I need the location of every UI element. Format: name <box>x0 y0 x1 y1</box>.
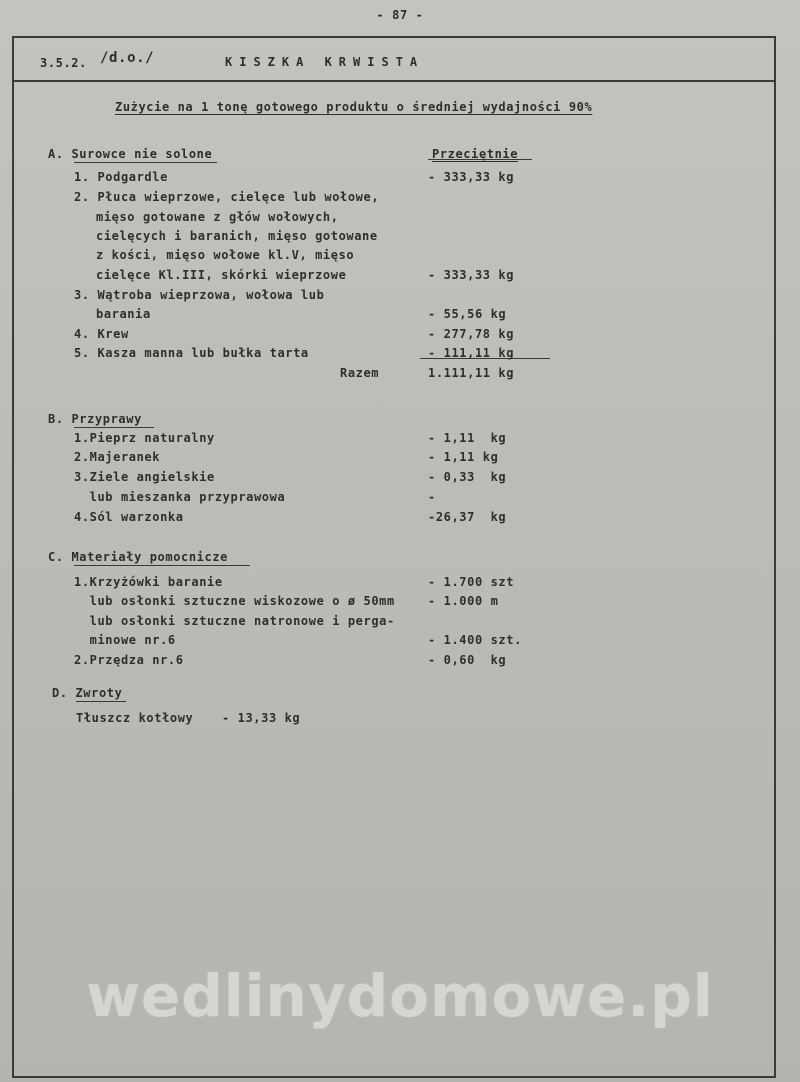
subtitle: Zużycie na 1 tonę gotowego produktu o średniej wydajności 90% <box>115 100 593 114</box>
total-label: Razem <box>340 366 380 380</box>
item-a2-line1: 2. Płuca wieprzowe, cielęce lub wołowe, <box>74 190 380 204</box>
item-b1: 1.Pieprz naturalny <box>74 431 215 445</box>
section-a-underline <box>74 162 217 163</box>
item-c1-alt1-amount: - 1.000 m <box>428 594 499 608</box>
item-a1: 1. Podgardle <box>74 170 168 184</box>
item-c1: 1.Krzyżówki baranie <box>74 575 223 589</box>
item-c1-alt1: lub osłonki sztuczne wiskozowe o ø 50mm <box>74 594 395 608</box>
item-b4: 4.Sól warzonka <box>74 510 184 524</box>
item-d1-amount: - 13,33 kg <box>222 711 301 725</box>
item-b3-alt: lub mieszanka przyprawowa <box>74 490 286 504</box>
section-c-underline <box>74 565 250 566</box>
item-c1-amount: - 1.700 szt <box>428 575 515 589</box>
item-b3: 3.Ziele angielskie <box>74 470 215 484</box>
item-a2-amount: - 333,33 kg <box>428 268 515 282</box>
section-b-underline <box>74 427 154 428</box>
section-d-underline <box>76 701 126 702</box>
column-heading: Przeciętnie <box>432 147 519 161</box>
document-title: KISZKA KRWISTA <box>225 55 425 69</box>
header-rule <box>12 80 776 82</box>
section-code: 3.5.2. <box>40 56 87 70</box>
item-a2-line4: z kości, mięso wołowe kl.V, mięso <box>96 248 355 262</box>
sum-rule <box>420 358 550 359</box>
item-b3-alt-amount: - <box>428 490 436 504</box>
group-code: /d.o./ <box>100 50 155 66</box>
item-a2-line3: cielęcych i baranich, mięso gotowane <box>96 229 378 243</box>
item-a3-line2: barania <box>96 307 151 321</box>
section-c-heading: C. Materiały pomocnicze <box>48 550 228 564</box>
item-c1-alt2-line1: lub osłonki sztuczne natronowe i perga- <box>74 614 395 628</box>
item-a3-line1: 3. Wątroba wieprzowa, wołowa lub <box>74 288 325 302</box>
item-a4-amount: - 277,78 kg <box>428 327 515 341</box>
section-b-heading: B. Przyprawy <box>48 412 142 426</box>
item-b1-amount: - 1,11 kg <box>428 431 507 445</box>
item-a1-amount: - 333,33 kg <box>428 170 515 184</box>
total-amount: 1.111,11 kg <box>428 366 515 380</box>
column-heading-underline <box>428 159 532 160</box>
item-c1-alt2-amount: - 1.400 szt. <box>428 633 522 647</box>
item-a5: 5. Kasza manna lub bułka tarta <box>74 346 309 360</box>
item-a4: 4. Krew <box>74 327 129 341</box>
item-b2-amount: - 1,11 kg <box>428 450 499 464</box>
item-b2: 2.Majeranek <box>74 450 161 464</box>
page-number: - 87 - <box>376 8 424 22</box>
item-a2-line5: cielęce Kl.III, skórki wieprzowe <box>96 268 347 282</box>
item-a2-line2: mięso gotowane z głów wołowych, <box>96 210 339 224</box>
item-b3-amount: - 0,33 kg <box>428 470 507 484</box>
item-a5-amount: - 111,11 kg <box>428 346 515 360</box>
watermark: wedlinydomowe.pl <box>86 962 714 1030</box>
item-d1: Tłuszcz kotłowy <box>76 711 194 725</box>
item-c1-alt2-line2: minowe nr.6 <box>74 633 176 647</box>
section-a-heading-text: A. Surowce nie solone <box>48 147 213 161</box>
item-a3-amount: - 55,56 kg <box>428 307 507 321</box>
section-a-heading <box>48 147 212 161</box>
item-c2: 2.Przędza nr.6 <box>74 653 184 667</box>
item-c2-amount: - 0,60 kg <box>428 653 507 667</box>
item-b4-amount: -26,37 kg <box>428 510 507 524</box>
section-d-heading: D. Zwroty <box>52 686 123 700</box>
